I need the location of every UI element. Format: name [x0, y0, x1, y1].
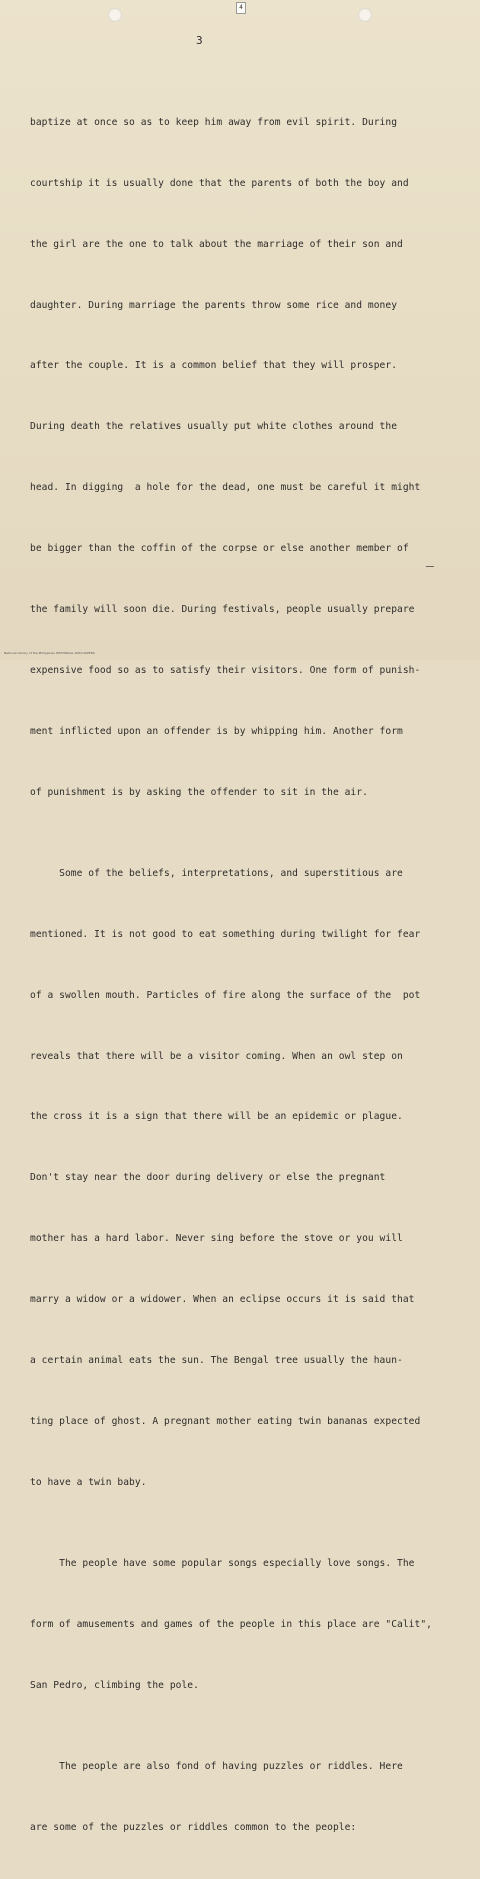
text-line: the cross it is a sign that there will be an epidemic or plague. — [30, 1111, 403, 1123]
text-line: the family will soon die. During festivals, people usually prepare — [30, 604, 415, 616]
text-line: ment inflicted upon an offender is by whipping him. Another form — [30, 725, 403, 737]
text-line: the girl are the one to talk about the marriage of their son and — [30, 238, 403, 250]
text-line: head. In digging a hole for the dead, one must be careful it might — [30, 482, 421, 494]
archive-footer: National Library of the Philippines HISTORICAL DATA PAPERS — [4, 651, 95, 655]
punch-hole-right — [358, 8, 372, 22]
text-line: be bigger than the coffin of the corpse or else another member of — [30, 543, 409, 555]
body-text — [30, 52, 460, 1879]
page-number: 3 — [196, 34, 203, 47]
text-line: ting place of ghost. A pregnant mother eating twin bananas expected — [30, 1415, 421, 1427]
text-line: reveals that there will be a visitor coming. When an owl step on — [30, 1050, 403, 1062]
text-line: mentioned. It is not good to eat something during twilight for fear — [30, 928, 421, 940]
text-line: after the couple. It is a common belief that they will prosper. — [30, 360, 398, 372]
text-line: expensive food so as to satisfy their visitors. One form of punish- — [30, 664, 421, 676]
text-line: of a swollen mouth. Particles of fire along the surface of the pot — [30, 989, 421, 1001]
text-line: a certain animal eats the sun. The Bengal tree usually the haun- — [30, 1355, 403, 1366]
pencil-mark — [426, 566, 434, 567]
text-line: of punishment is by asking the offender to sit in the air. — [30, 786, 368, 798]
text-line: courtship it is usually done that the parents of both the boy and — [30, 177, 409, 189]
text-line: The people are also fond of having puzzles or riddles. Here — [30, 1760, 403, 1772]
text-line: marry a widow or a widower. When an eclipse occurs it is said that — [30, 1294, 415, 1306]
text-line: form of amusements and games of the people in this place are "Calit", — [30, 1618, 432, 1630]
text-line: Don't stay near the door during delivery or else the pregnant — [30, 1172, 386, 1184]
text-line: are some of the puzzles or riddles common to the people: — [30, 1821, 357, 1833]
page-tag: 4 — [236, 2, 246, 14]
text-line: The people have some popular songs especially love songs. The — [30, 1557, 415, 1569]
punch-hole-left — [108, 8, 122, 22]
text-line: baptize at once so as to keep him away from evil spirit. During — [30, 116, 398, 128]
text-line: San Pedro, climbing the pole. — [30, 1679, 199, 1691]
text-line: Some of the beliefs, interpretations, and superstitious are — [30, 867, 403, 879]
text-line: to have a twin baby. — [30, 1476, 147, 1488]
text-line: During death the relatives usually put white clothes around the — [30, 421, 398, 433]
text-line: daughter. During marriage the parents throw some rice and money — [30, 299, 398, 311]
text-line: mother has a hard labor. Never sing before the stove or you will — [30, 1233, 403, 1245]
